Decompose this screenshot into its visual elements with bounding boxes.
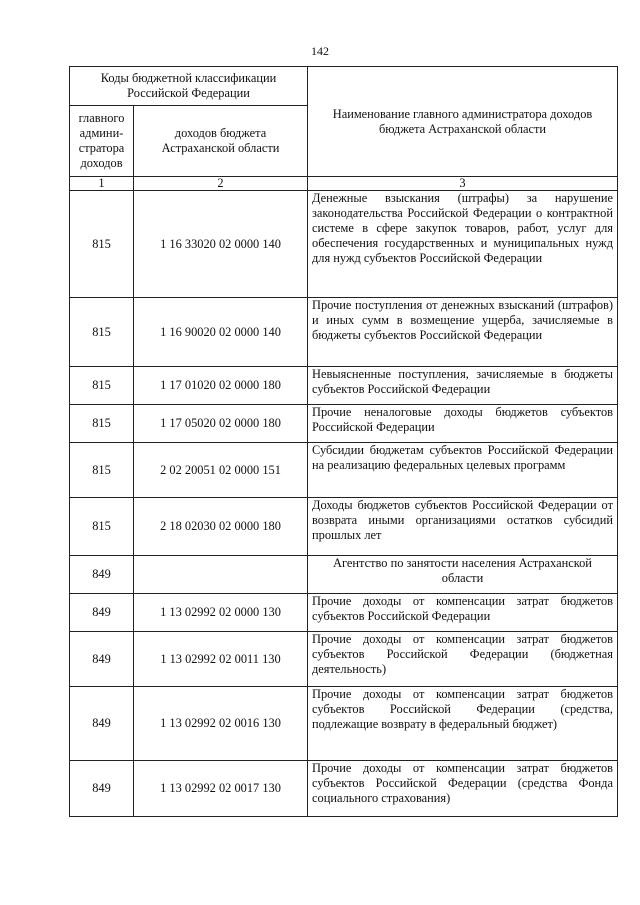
classification-title: Коды бюджетной классификации Российской Федерации bbox=[70, 67, 308, 106]
revenue-name-cell: Субсидии бюджетам субъектов Российской Федерации на реализацию федеральных целевых программ bbox=[308, 443, 618, 498]
revenue-code-cell: 1 16 33020 02 0000 140 bbox=[134, 191, 308, 298]
table-row bbox=[70, 405, 618, 443]
revenue-name-cell: Прочие доходы от компенсации затрат бюджетов субъектов Российской Федерации (средства Фонда социального страхования) bbox=[308, 761, 618, 817]
admin-code-cell: 849 bbox=[70, 594, 134, 632]
administrator-name-cell: Агентство по занятости населения Астраханской области bbox=[308, 556, 618, 594]
table-row bbox=[70, 443, 618, 498]
budget-classification-table bbox=[69, 66, 618, 817]
table-row bbox=[70, 632, 618, 687]
table-row bbox=[70, 367, 618, 405]
revenue-code-cell: 2 18 02030 02 0000 180 bbox=[134, 498, 308, 556]
header-row-top bbox=[70, 67, 618, 106]
table-row bbox=[70, 761, 618, 817]
table-row bbox=[70, 298, 618, 367]
admin-code-cell: 849 bbox=[70, 761, 134, 817]
admin-code-cell: 815 bbox=[70, 191, 134, 298]
table-row bbox=[70, 191, 618, 298]
revenue-code-cell: 1 13 02992 02 0000 130 bbox=[134, 594, 308, 632]
admin-code-cell: 849 bbox=[70, 556, 134, 594]
revenue-code-cell: 2 02 20051 02 0000 151 bbox=[134, 443, 308, 498]
admin-code-cell: 815 bbox=[70, 498, 134, 556]
revenue-name-cell: Прочие доходы от компенсации затрат бюджетов субъектов Российской Федерации (средства, подлежащие возврату в федеральный бюджет) bbox=[308, 687, 618, 761]
table-row bbox=[70, 687, 618, 761]
column-number-row bbox=[70, 177, 618, 191]
revenue-code-cell: 1 16 90020 02 0000 140 bbox=[134, 298, 308, 367]
column-code-header: доходов бюджета Астраханской области bbox=[134, 106, 308, 177]
revenue-code-cell: 1 13 02992 02 0017 130 bbox=[134, 761, 308, 817]
column-number-2: 2 bbox=[134, 177, 308, 191]
revenue-code-cell: 1 13 02992 02 0016 130 bbox=[134, 687, 308, 761]
admin-code-cell: 815 bbox=[70, 367, 134, 405]
revenue-name-cell: Прочие неналоговые доходы бюджетов субъектов Российской Федерации bbox=[308, 405, 618, 443]
revenue-code-cell bbox=[134, 556, 308, 594]
column-number-1: 1 bbox=[70, 177, 134, 191]
column-name-header: Наименование главного администратора доходов бюджета Астраханской области bbox=[308, 67, 618, 177]
admin-code-cell: 849 bbox=[70, 632, 134, 687]
revenue-name-cell: Прочие доходы от компенсации затрат бюджетов субъектов Российской Федерации (бюджетная деятельность) bbox=[308, 632, 618, 687]
admin-code-cell: 815 bbox=[70, 298, 134, 367]
column-admin-header: главного админи-стратора доходов bbox=[70, 106, 134, 177]
revenue-code-cell: 1 17 01020 02 0000 180 bbox=[134, 367, 308, 405]
revenue-code-cell: 1 13 02992 02 0011 130 bbox=[134, 632, 308, 687]
admin-code-cell: 815 bbox=[70, 443, 134, 498]
table-row bbox=[70, 594, 618, 632]
page-number: 142 bbox=[311, 44, 329, 58]
admin-code-cell: 815 bbox=[70, 405, 134, 443]
table-row bbox=[70, 498, 618, 556]
table-row bbox=[70, 556, 618, 594]
revenue-name-cell: Прочие доходы от компенсации затрат бюджетов субъектов Российской Федерации bbox=[308, 594, 618, 632]
column-number-3: 3 bbox=[308, 177, 618, 191]
revenue-name-cell: Денежные взыскания (штрафы) за нарушение законодательства Российской Федерации о контрактной системе в сфере закупок товаров, работ, услуг для обеспечения государственных и муниципальных нужд для нужд субъектов Российской Федерации bbox=[308, 191, 618, 298]
revenue-name-cell: Прочие поступления от денежных взысканий (штрафов) и иных сумм в возмещение ущерба, зачисляемые в бюджеты субъектов Российской Федерации bbox=[308, 298, 618, 367]
revenue-name-cell: Доходы бюджетов субъектов Российской Федерации от возврата иными организациями остатков субсидий прошлых лет bbox=[308, 498, 618, 556]
revenue-code-cell: 1 17 05020 02 0000 180 bbox=[134, 405, 308, 443]
admin-code-cell: 849 bbox=[70, 687, 134, 761]
revenue-name-cell: Невыясненные поступления, зачисляемые в бюджеты субъектов Российской Федерации bbox=[308, 367, 618, 405]
